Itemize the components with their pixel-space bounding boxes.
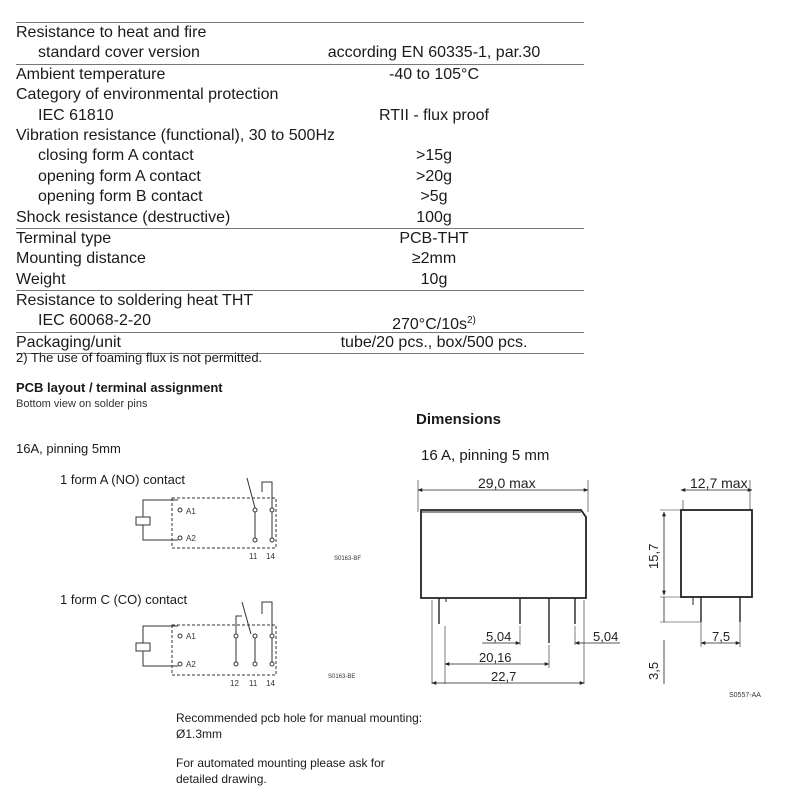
form-c-pin-14: 14 xyxy=(266,679,275,688)
spec-value-text: >15g xyxy=(415,147,453,165)
spec-value-text: -40 to 105°C xyxy=(388,65,479,83)
spec-label: Ambient temperature xyxy=(16,65,166,83)
spec-label: Category of environmental protection xyxy=(16,86,279,104)
spec-value-text: according EN 60335-1, par.30 xyxy=(327,44,541,62)
dim-7-5: 7,5 xyxy=(712,629,731,644)
mounting-line-4: detailed drawing. xyxy=(176,772,267,786)
spec-label: Resistance to soldering heat THT xyxy=(16,292,254,310)
spec-label: closing form A contact xyxy=(38,147,194,165)
spec-label: Shock resistance (destructive) xyxy=(16,208,231,226)
form-c-pin-12: 12 xyxy=(230,679,239,688)
form-a-schematic xyxy=(136,478,276,548)
spec-value-text: 270°C/10s xyxy=(392,316,467,334)
form-c-label: 1 form C (CO) contact xyxy=(60,592,188,607)
form-a-a1: A1 xyxy=(186,507,196,516)
spec-label: Resistance to heat and fire xyxy=(16,24,207,41)
dim-pin-5-04-b: 5,04 xyxy=(593,629,619,644)
spec-value-text: RTII - flux proof xyxy=(379,106,489,124)
mounting-line-3: For automated mounting please ask for xyxy=(176,756,385,770)
dim-22-7: 22,7 xyxy=(491,669,517,684)
pcb-variant: 16A, pinning 5mm xyxy=(16,441,121,456)
form-c-a2: A2 xyxy=(186,660,196,669)
form-c-pin-11: 11 xyxy=(249,679,258,688)
form-a-pin-14: 14 xyxy=(266,552,275,561)
dim-pin-5-04-a: 5,04 xyxy=(486,629,512,644)
dim-length: 29,0 max xyxy=(478,475,536,491)
form-c-code: S0163-BE xyxy=(328,674,356,680)
spec-label: IEC 61810 xyxy=(38,106,114,124)
form-a-label: 1 form A (NO) contact xyxy=(60,472,185,487)
spec-label: Mounting distance xyxy=(16,250,146,268)
form-a-code: S0163-BF xyxy=(334,556,362,562)
spec-value-text: PCB-THT xyxy=(399,229,469,247)
spec-label: standard cover version xyxy=(38,44,200,62)
spec-label: Terminal type xyxy=(16,229,112,247)
dim-width: 12,7 max xyxy=(690,475,748,491)
form-a-pin-11: 11 xyxy=(249,552,258,561)
form-c-schematic xyxy=(136,602,276,675)
mounting-line-1: Recommended pcb hole for manual mounting: xyxy=(176,711,423,725)
spec-label: opening form B contact xyxy=(38,188,203,206)
form-a-a2: A2 xyxy=(186,534,196,543)
pcb-title: PCB layout / terminal assignment xyxy=(16,380,223,395)
form-c-a1: A1 xyxy=(186,632,196,641)
spec-label: Vibration resistance (functional), 30 to 500Hz xyxy=(16,126,335,144)
pcb-subtitle: Bottom view on solder pins xyxy=(16,398,148,410)
mounting-line-2: Ø1.3mm xyxy=(176,727,223,741)
dim-20-16: 20,16 xyxy=(479,650,512,665)
footnote: 2) The use of foaming flux is not permitted. xyxy=(16,350,263,365)
dimensions-title: Dimensions xyxy=(416,411,502,428)
spec-value-text: 10g xyxy=(420,270,448,288)
dim-height: 15,7 xyxy=(646,543,661,569)
spec-label: opening form A contact xyxy=(38,167,201,185)
spec-value-text: tube/20 pcs., box/500 pcs. xyxy=(340,333,528,351)
spec-value-text: >20g xyxy=(415,167,453,185)
spec-value-text: >5g xyxy=(420,188,448,206)
relay-side-view xyxy=(660,480,752,684)
spec-value-text: ≥2mm xyxy=(411,250,457,268)
footnote-ref: 2) xyxy=(466,315,476,327)
dim-3-5: 3,5 xyxy=(646,661,661,680)
spec-value-text: 100g xyxy=(416,208,452,226)
spec-label: Packaging/unit xyxy=(16,333,121,351)
spec-label: Weight xyxy=(16,270,66,288)
dim-code: S0557-AA xyxy=(729,692,761,699)
relay-front-view xyxy=(418,480,620,684)
spec-label: IEC 60068-2-20 xyxy=(38,312,151,330)
dimensions-variant: 16 A, pinning 5 mm xyxy=(421,447,550,464)
